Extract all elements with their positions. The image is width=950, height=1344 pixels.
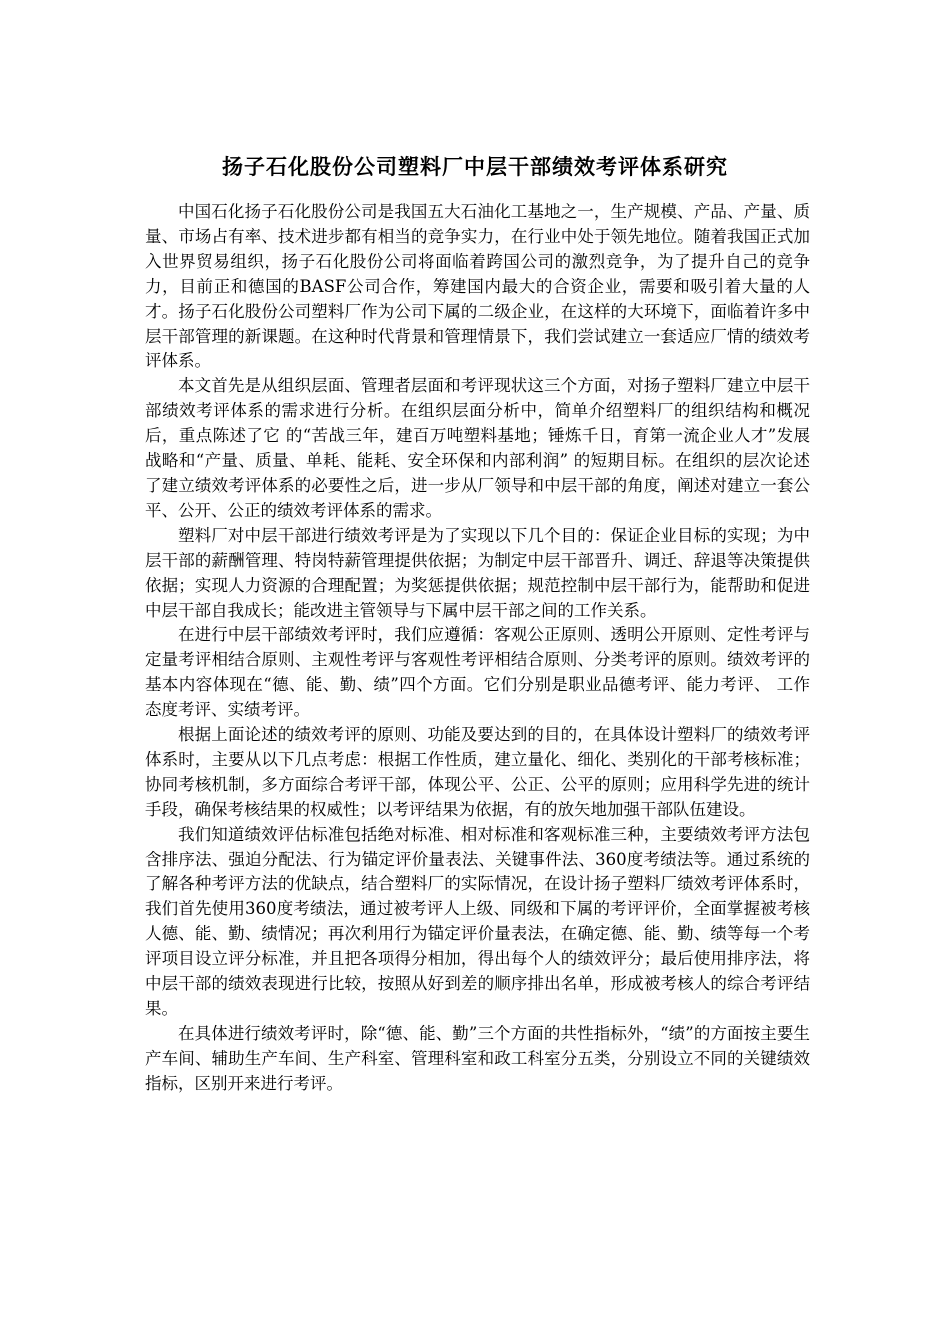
paragraph-3: 塑料厂对中层干部进行绩效考评是为了实现以下几个目的：保证企业目标的实现；为中层干部的薪酬管理、特岗特薪管理提供依据；为制定中层干部晋升、调迁、辞退等决策提供依据；实现人力资源的合理配置；为奖惩提供依据；规范控制中层干部行为，能帮助和促进中层干部自我成长；能改进主管领导与下属中层干部之间的工作关系。 xyxy=(145,525,810,620)
paragraph-5: 根据上面论述的绩效考评的原则、功能及要达到的目的，在具体设计塑料厂的绩效考评体系时，主要从以下几点考虑：根据工作性质，建立量化、细化、类别化的干部考核标准；协同考核机制，多方面综合考评干部，体现公平、公正、公平的原则；应用科学先进的统计手段，确保考核结果的权威性；以考评结果为依据，有的放矢地加强干部队伍建设。 xyxy=(145,725,810,819)
paragraph-2: 本文首先是从组织层面、管理者层面和考评现状这三个方面，对扬子塑料厂建立中层干部绩效考评体系的需求进行分析。在组织层面分析中，简单介绍塑料厂的组织结构和概况后，重点陈述了它 的“苦战三年，建百万吨塑料基地；锤炼千日，育第一流企业人才”发展战略和“产量、质量、单耗、能耗、安全环保和内部利润” 的短期目标。在组织的层次论述了建立绩效考评体系的必要性之后，进一步从厂领导和中层干部的角度，阐述对建立一套公平、公开、公正的绩效考评体系的需求。 xyxy=(145,376,810,520)
paragraph-6: 我们知道绩效评估标准包括绝对标准、相对标准和客观标准三种，主要绩效考评方法包含排序法、强迫分配法、行为锚定评价量表法、关键事件法、360度考绩法等。通过系统的了解各种考评方法的优缺点，结合塑料厂的实际情况，在设计扬子塑料厂绩效考评体系时，我们首先使用360度考绩法，通过被考评人上级、同级和下属的考评评价，全面掌握被考核人德、能、勤、绩情况；再次利用行为锚定评价量表法，在确定德、能、勤、绩等每一个考评项目设立评分标准，并且把各项得分相加，得出每个人的绩效评分；最后使用排序法，将中层干部的绩效表现进行比较，按照从好到差的顺序排出名单，形成被考核人的综合考评结果。 xyxy=(145,824,810,1018)
paragraph-4: 在进行中层干部绩效考评时，我们应遵循：客观公正原则、透明公开原则、定性考评与定量考评相结合原则、主观性考评与客观性考评相结合原则、分类考评的原则。绩效考评的基本内容体现在“德、能、勤、绩”四个方面。它们分别是职业品德考评、能力考评、 工作态度考评、实绩考评。 xyxy=(145,625,810,720)
document-body xyxy=(145,200,810,1097)
paragraph-1: 中国石化扬子石化股份公司是我国五大石油化工基地之一，生产规模、产品、产量、质量、市场占有率、技术进步都有相当的竞争实力，在行业中处于领先地位。随着我国正式加入世界贸易组织，扬子石化股份公司将面临着跨国公司的激烈竞争，为了提升自己的竞争力，目前正和德国的BASF公司合作，筹建国内最大的合资企业，需要和吸引着大量的人才。扬子石化股份公司塑料厂作为公司下属的二级企业，在这样的大环境下，面临着许多中层干部管理的新课题。在这种时代背景和管理情景下，我们尝试建立一套适应厂情的绩效考评体系。 xyxy=(145,202,810,371)
paragraph-7: 在具体进行绩效考评时，除“德、能、勤”三个方面的共性指标外，“绩”的方面按主要生产车间、辅助生产车间、生产科室、管理科室和政工科室分五类，分别设立不同的关键绩效指标，区别开来进行考评。 xyxy=(145,1023,810,1093)
document-title: 扬子石化股份公司塑料厂中层干部绩效考评体系研究 xyxy=(222,154,728,180)
